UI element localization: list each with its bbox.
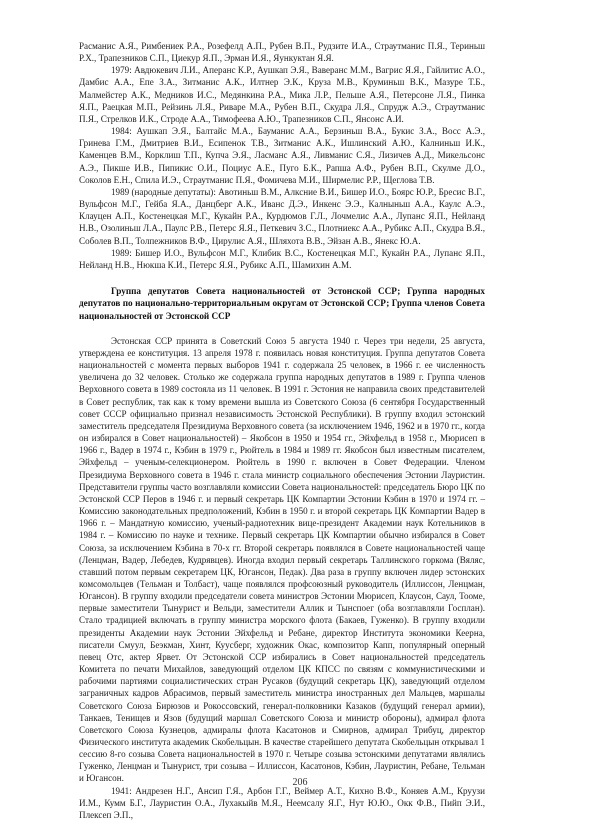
page-number: 206 bbox=[292, 777, 308, 788]
section-heading: Группа депутатов Совета национальностей от Эстонской ССР; Группа народных депутатов по национально-территориальным округам от Эстонской ССР; Группа членов Совета национальностей от Эстонской ССР bbox=[79, 285, 485, 321]
paragraph-1941-deputies: 1941: Андрезен Н.Г., Ансип Г.Я., Арбон Г.Г., Веймер А.Т., Кихно В.Ф., Коняев А.М., Круузи И.М., Кумм Б.Г., Лауристин О.А., Лухакыйв М.Я., Неемсалу Я.Г., Нут Ю.Ю., Окк Ф.В., Пийп Э.И., Плексеп Э.П., bbox=[79, 785, 485, 820]
paragraph-1979-deputies: 1979: Авдюкевич Л.И., Аперанс К.Р., Аушкап Э.Я., Ваверанс М.М., Вагрис Я.Я., Гайлитис А.О., Дамбис А.А., Епе З.А., Зитманис А.К., Илтнер Э.К., Круза М.В., Круминьш В.К., Мазуре Т.Б., Малмейстер А.К., Медников И.С., Медянкина Р.А., Мика Л.Р., Пельше А.Я., Петерсоне Л.Я., Пинка Я.П., Раецкая М.П., Рейзинь Л.Я., Риваре М.А., Рубен В.П., Скудра Л.Я., Спрудж А.Э., Страутманис П.Я., Стрелков И.К., Строде А.А., Тимофеева А.Ю., Трапезников С.П., Янсонс А.И. bbox=[79, 65, 485, 124]
document-page bbox=[79, 40, 485, 821]
paragraph-deputies-list-continuation: Расманис А.Я., Римбениек Р.А., Розефелд А.П., Рубен В.П., Рудзите И.А., Страутманис П.Я., Териньш Р.Х., Трапезников С.П., Циекур Я.П., Эрман И.Я., Яункуктан Я.Я. bbox=[79, 41, 485, 64]
paragraph-1984-deputies: 1984: Аушкап Э.Я., Балтайс М.А., Бауманис А.А., Берзиньш В.А., Букис З.А., Восс А.Э., Гринева Г.М., Дмитриев В.И., Есипенок Т.В., Зитманис А.К., Ишлинский А.Ю., Калниньш И.К., Каменцев В.М., Корклиш Т.П., Купча Э.Я., Ласманс А.Я., Ливманис С.Я., Лизичев А.Д., Микельсонс А.Э., Пикше И.В., Пипикис О.И., Поциус А.Е., Пуго Б.К., Рапша А.Ф., Рубен В.П., Скулме Д.О., Соколов Е.Н., Спила И.Э., Страутманис П.Я., Фомичева М.И., Ширмелис Р.Р., Щеглова Т.В. bbox=[79, 126, 485, 185]
paragraph-1989-peoples-deputies: 1989 (народные депутаты): Авотиньш В.М., Алксние В.И., Бишер И.О., Боярс Ю.Р., Бресис В.Г., Вульфсон М.Г., Гейба Я.А., Данцберг А.К., Иванс Д.Э., Инкенс Э.Э., Калныньш А.А., Каулс А.Э., Клауцен А.П., Костенецкая М.Г., Кукайн Р.А., Курдюмов Г.Л., Лочмелис А.А., Лупанс Я.П., Нейланд Н.В., Озолиньш Л.А., Паулс Р.В., Петерс Я.Я., Петкевич З.С., Плотниекс А.А., Рубикс А.П., Скудра В.Я., Соболев В.П., Толпежников В.Ф., Цирулис А.Я., Шляхота В.В., Эйзан А.В., Янекс Ю.А. bbox=[79, 186, 485, 246]
paragraph-estonian-ssr-history: Эстонская ССР принята в Советский Союз 5 августа 1940 г. Через три недели, 25 августа, утверждена ее конституция. 13 апреля 1978 г. появилась новая конституция. Группа депутатов Совета национальностей с момента первых выборов 1941 г. содержала 25 человек, в 1966 г. ее численность увеличена до 32 человек. Столько же содержала группа народных депутатов в 1989 г. Группа членов Верховного совета в 1989 состояла из 11 человек. В 1991 г. Эстония не направила своих представителей в Совет республик, так как к тому времени вышла из Советского Союза (6 сентября Государственный совет СССР официально признал независимость Эстонской Республики). В группу входил эстонский заместитель председателя Президиума Верховного совета (за исключением 1946, 1962 и в 1970 гг., когда он избирался в Совет национальностей) – Якобсон в 1950 и 1954 гг., Эйхфельд в 1958 г., Мюрисеп в 1966 г., Вадер в 1974 г., Кэбин в 1979 г., Рюйтель в 1984 и 1989 гг. Якобсон был известным писателем, Эйхфельд – ученым-селекционером. Рюйтель в 1990 г. включен в Совет Федерации. Членом Президиума Верховного совета в 1946 г. стала министр социального обеспечения Эстонии Лауристин. Представители группы часто возглавляли комиссии Совета национальностей: председатель Бюро ЦК по Эстонской ССР Перов в 1946 г. и первый секретарь ЦК Компартии Эстонии Кэбин в 1970 и 1974 гг. – Комиссию законодательных предположений, Кэбин в 1950 г. и второй секретарь ЦК Компартии Вадер в 1966 г. – Мандатную комиссию, ученый-радиотехник вице-президент Академии наук Котельников в 1984 г. – Комиссию по науке и технике. Первый секретарь ЦК Компартии обычно избирался в Совет Союза, за исключением Кэбина в 70-х гг. Второй секретарь появлялся в Совете национальностей чаще (Ленцман, Вадер, Лебедев, Кудрявцев). Иногда входил первый секретарь Таллинского горкома (Вяляс, ставший потом первым секретарем ЦК, Югансон, Педак). Два раза в группу включен лидер эстонских комсомольцев (Тельман и Толбаст), чаще появлялся профсоюзный руководитель (Иллиссон, Ленцман, Югансон). В группу входили председатели совета министров Эстонии Мюрисеп, Клаусон, Саул, Тооме, первые заместители Тынурист и Вельди, заместители Аллик и Тынспоег (оба возглавляли Госплан). Стало традицией включать в группу министра морского флота (Бакаев, Гуженко). В группу входили президенты Академии наук Эстонии Эйхфельд и Ребане, директор Института экономики Кеерна, писатели Смуул, Беэкман, Хинт, Куусберг, художник Окас, композитор Капп, популярный оперный певец Отс, актер Ярвет. От Эстонской ССР избирались в Совет национальностей председатель Комитета по печати Михайлов, заведующий отделом ЦК КПСС по связям с коммунистическими и рабочими партиями социалистических стран Русаков (будущий секретарь ЦК), заведующий отделом заграничных кадров Абрасимов, первый заместитель министра иностранных дел Мальцев, маршалы Советского Союза Бирюзов и Рокоссовский, генерал-полковники Казаков (будущий генерал армии), Танкаев, Тенищев и Язов (будущий маршал Советского Союза и министр обороны), адмирал флота Советского Союза Кузнецов, адмиралы флота Касатонов и Смирнов, адмирал Трибуц, директор Физического института академик Скобельцын. В качестве старейшего депутата Скобельцын открывал 1 сессию 8-го созыва Совета национальностей в 1970 г. Четыре созыва эстонскими депутатами являлись Гуженко, Ленцман и Тынурист, три созыва – Иллиссон, Касатонов, Кэбин, Лауристин, Ребане, Тельман и Югансон. bbox=[79, 335, 485, 784]
paragraph-1989-council-members: 1989: Бишер И.О., Вульфсон М.Г., Клибик В.С., Костенецкая М.Г., Кукайн Р.А., Лупанс Я.П., Нейланд Н.В., Нюкша К.И., Петерс Я.Я., Рубикс А.П., Шамихин А.М. bbox=[79, 247, 485, 270]
